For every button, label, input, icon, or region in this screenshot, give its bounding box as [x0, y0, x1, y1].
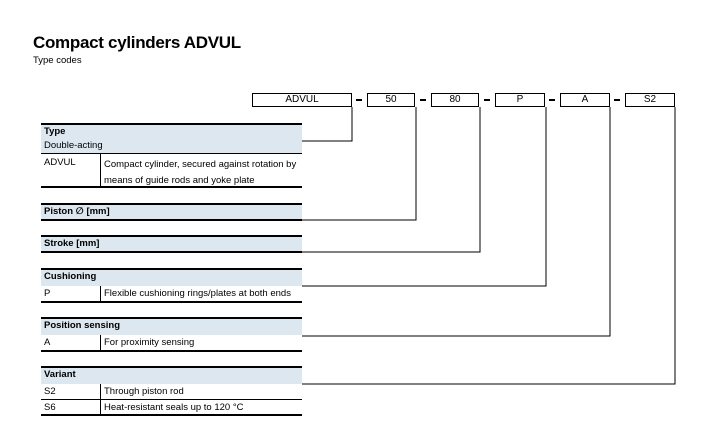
type-code-stroke: 80: [431, 93, 479, 107]
table-row: [41, 400, 302, 416]
row-code: P: [41, 286, 101, 301]
row-description: For proximity sensing: [104, 337, 195, 348]
page-subtitle: Type codes: [33, 55, 82, 66]
row-description: Flexible cushioning rings/plates at both ends: [104, 288, 291, 299]
connector-variant: [302, 107, 675, 384]
connector-piston: [302, 107, 416, 220]
table-row: [41, 335, 302, 352]
row-code: A: [41, 335, 101, 350]
row-code: ADVUL: [41, 154, 101, 186]
row-description: Heat-resistant seals up to 120 °C: [104, 402, 244, 413]
section-stroke-heading: Stroke [mm]: [41, 235, 302, 253]
connector-type: [302, 107, 352, 141]
connector-cushioning: [302, 107, 546, 286]
row-description: Through piston rod: [104, 386, 184, 397]
section-type-heading: Type: [41, 123, 302, 139]
section-variant-heading: Variant: [41, 366, 302, 384]
type-code-position-sensing: A: [560, 93, 610, 107]
row-code: S2: [41, 384, 101, 399]
table-row: [41, 154, 302, 188]
connector-stroke: [302, 107, 480, 252]
type-code-variant: S2: [625, 93, 675, 107]
table-row: [41, 384, 302, 400]
type-code-piston: 50: [367, 93, 415, 107]
row-description: Compact cylinder, secured against rotation by means of guide rods and yoke plate: [104, 159, 297, 186]
table-row: [41, 286, 302, 303]
type-code-advul: ADVUL: [252, 93, 352, 107]
section-type-subheading: Double-acting: [41, 139, 302, 154]
page-title: Compact cylinders ADVUL: [33, 33, 241, 52]
type-code-cushioning: P: [495, 93, 545, 107]
row-code: S6: [41, 400, 101, 414]
section-piston-heading: Piston ∅ [mm]: [41, 203, 302, 221]
section-cushioning-heading: Cushioning: [41, 268, 302, 286]
section-position-sensing-heading: Position sensing: [41, 317, 302, 335]
